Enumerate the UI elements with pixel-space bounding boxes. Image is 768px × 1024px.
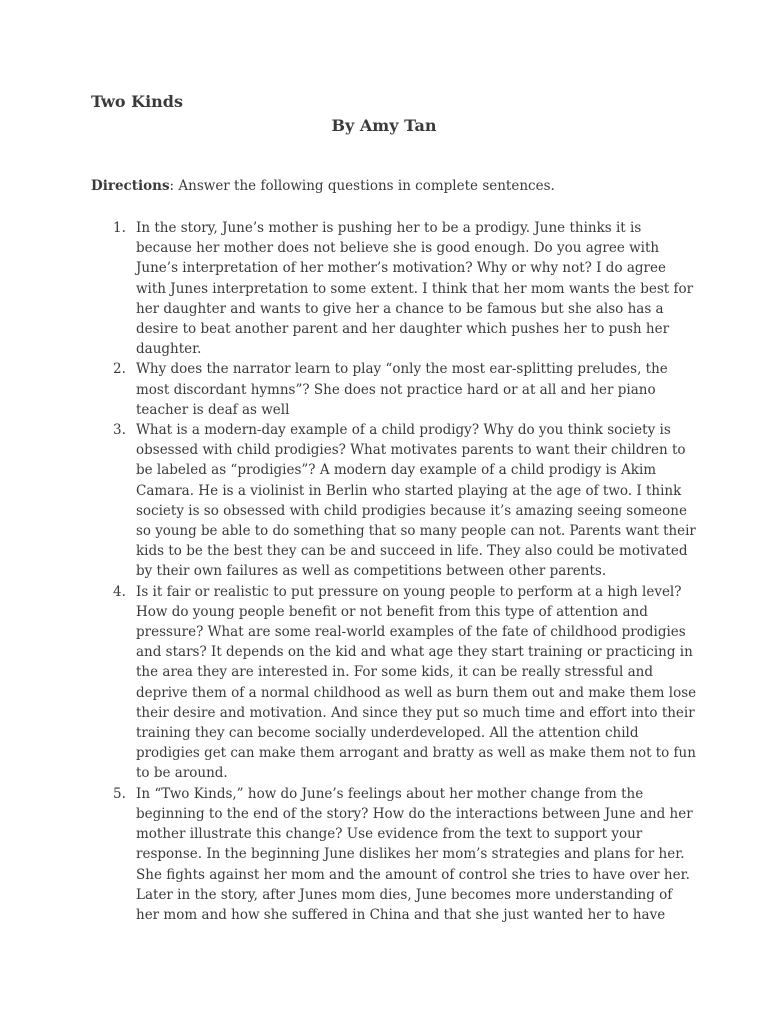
document-author [0,116,768,135]
question-text [136,784,693,925]
question-text-line: her daughter and wants to give her a chance to be famous but she also has a [136,300,664,317]
question-text-line: Is it fair or realistic to put pressure on young people to perform at a high level? [136,583,682,600]
directions-label: Directions [91,178,170,194]
question-text-line: her mom and how she suffered in China and that she just wanted her to have [136,906,666,923]
question-list [0,218,768,925]
question-text-line: Camara. He is a violinist in Berlin who started playing at the age of two. I think [136,482,682,499]
question-text-line: In “Two Kinds,” how do June’s feelings about her mother change from the [136,785,644,802]
question-item [0,218,768,359]
question-text-line: so young be able to do something that so many people can not. Parents want their [136,523,696,540]
question-text-line: deprive them of a normal childhood as well as burn them out and make them lose [136,684,697,701]
question-text-line: the area they are interested in. For some kids, it can be really stressful and [136,664,654,681]
question-text-line: Later in the story, after Junes mom dies, June becomes more understanding of [136,886,673,903]
question-item [0,420,768,582]
question-text-line: society is so obsessed with child prodigies because it’s amazing seeing someone [136,502,687,519]
question-text-line: She fights against her mom and the amount of control she tries to have over her. [136,866,690,883]
question-text-line: desire to beat another parent and her daughter which pushes her to push her [136,321,670,338]
question-number: 5. [113,785,126,802]
question-item [0,359,768,420]
question-text [136,582,697,784]
question-number: 2. [113,361,126,378]
question-text-line: What is a modern-day example of a child prodigy? Why do you think society is [136,422,671,439]
question-text-line: response. In the beginning June dislikes her mom’s strategies and plans for her. [136,846,685,863]
question-text-line: June’s interpretation of her mother’s motivation? Why or why not? I do agree [136,260,666,277]
question-item [0,784,768,925]
question-text-line: teacher is deaf as well [136,401,290,418]
question-text-line: because her mother does not believe she is good enough. Do you agree with [136,240,660,257]
question-text-line: prodigies get can make them arrogant and bratty as well as make them not to fun [136,745,696,762]
question-text-line: training they can become socially underdeveloped. All the attention child [136,725,639,742]
question-text-line: be labeled as “prodigies”? A modern day example of a child prodigy is Akim [136,462,657,479]
question-text-line: daughter. [136,341,202,358]
question-item [0,582,768,784]
question-text-line: beginning to the end of the story? How do the interactions between June and her [136,805,693,822]
author-text: By Amy Tan [331,116,437,135]
question-text [136,218,694,359]
question-text-line: pressure? What are some real-world examples of the fate of childhood prodigies [136,624,686,641]
question-number: 4. [113,583,126,600]
question-text-line: obsessed with child prodigies? What motivates parents to want their children to [136,442,686,459]
document-title: Two Kinds [91,92,183,111]
question-text-line: mother illustrate this change? Use evidence from the text to support your [136,826,643,843]
question-text-line: to be around. [136,765,228,782]
question-text-line: by their own failures as well as competitions between other parents. [136,563,607,580]
question-text-line: In the story, June’s mother is pushing her to be a prodigy. June thinks it is [136,220,642,236]
question-text [136,420,696,582]
question-text-line: How do young people benefit or not benefit from this type of attention and [136,603,648,620]
question-number: 1. [113,220,126,236]
question-text-line: their desire and motivation. And since they put so much time and effort into their [136,704,695,721]
directions [91,178,555,194]
question-text-line: most discordant hymns”? She does not practice hard or at all and her piano [136,381,656,398]
question-text [136,359,676,420]
question-text-line: and stars? It depends on the kid and what age they start training or practicing in [136,644,693,661]
question-text-line: Why does the narrator learn to play “only the most ear-splitting preludes, the [136,361,668,378]
question-number: 3. [113,422,126,439]
question-text-line: kids to be the best they can be and succeed in life. They also could be motivated [136,543,688,560]
directions-text: : Answer the following questions in complete sentences. [169,178,555,194]
question-text-line: with Junes interpretation to some extent. I think that her mom wants the best for [136,280,694,297]
